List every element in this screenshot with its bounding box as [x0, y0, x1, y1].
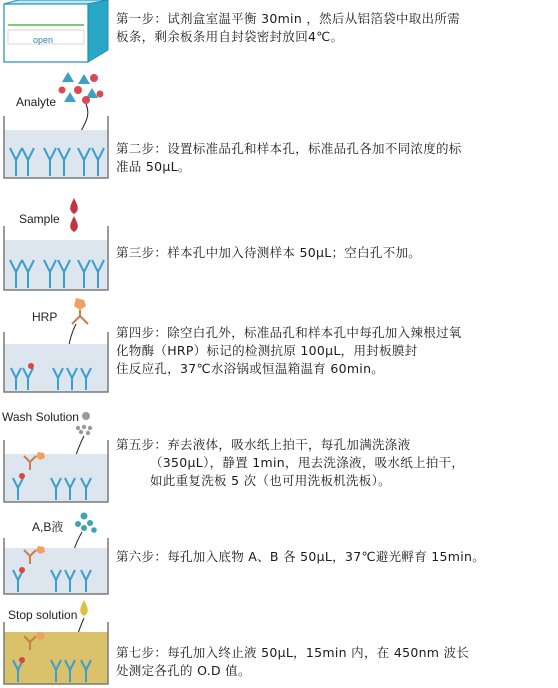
- step-text-line: 处测定各孔的 O.D 值。: [116, 663, 251, 678]
- step-4-text: [116, 324, 552, 378]
- hrp-conjugate-icon: [72, 298, 88, 324]
- step-5: [0, 400, 558, 508]
- step-text-line: 板条，剩余板条用自封袋密封放回4℃。: [116, 29, 344, 44]
- step-text-line: 住反应孔，37℃水浴锅或恒温箱温育 60min。: [116, 361, 385, 376]
- step-text-line: 第五步：弃去液体，吸水纸上拍干，每孔加满洗涤液: [116, 437, 411, 452]
- step-text-line: 第七步：每孔加入终止液 50μL，15min 内，在 450nm 波长: [116, 645, 470, 660]
- step-text-line: 化物酶（HRP）标记的检测抗原 100μL，用封板膜封: [116, 343, 418, 358]
- step-text-line: 第四步：除空白孔外，标准品孔和样本孔中每孔加入辣根过氧: [116, 325, 462, 340]
- step-text-line: 第六步：每孔加入底物 A、B 各 50μL，37℃避光孵育 15min。: [116, 549, 486, 564]
- step-2-text: [116, 140, 552, 176]
- sample-drops-icon: [70, 198, 78, 232]
- step-2: [0, 68, 558, 192]
- sample-illustration: [0, 196, 112, 296]
- step-6-text: [116, 548, 552, 566]
- kit-box-open-label: open: [33, 35, 54, 45]
- step-text-line: （350μL），静置 1min，甩去洗涤液，吸水纸上拍干，: [150, 455, 465, 470]
- step-3-text: [116, 244, 552, 262]
- ab-solution-drops-icon: [75, 513, 97, 533]
- reagent-label-wash: Wash Solution: [2, 410, 79, 424]
- step-1-text: [116, 10, 552, 46]
- step-text-line: 如此重复洗板 5 次（也可用洗板机洗板）。: [150, 473, 391, 488]
- step-text-line: 第一步：试剂盒室温平衡 30min ，然后从铝箔袋中取出所需: [116, 11, 460, 26]
- analyte-illustration: [0, 68, 112, 192]
- step-6: [0, 510, 558, 600]
- step-4: [0, 296, 558, 398]
- step-text-line: 第三步：样本孔中加入待测样本 50μL；空白孔不加。: [116, 245, 422, 260]
- kit-box-illustration: [0, 0, 112, 70]
- reagent-label-analyte: Analyte: [16, 95, 57, 109]
- step-text-line: 准品 50μL。: [116, 159, 191, 174]
- reagent-label-hrp: HRP: [32, 310, 58, 324]
- reagent-label-sample: Sample: [19, 212, 60, 226]
- step-7-text: [116, 644, 552, 680]
- step-3: [0, 196, 558, 296]
- stop-solution-drop-icon: [80, 600, 88, 616]
- analyte-molecules-icon: [59, 72, 104, 104]
- reagent-label-ab: A,B液: [32, 520, 64, 534]
- reagent-label-stop: Stop solution: [8, 608, 78, 622]
- step-text-line: 第二步：设置标准品孔和样本孔，标准品孔各加不同浓度的标: [116, 141, 462, 156]
- step-7: [0, 598, 558, 688]
- step-5-text: [116, 436, 552, 490]
